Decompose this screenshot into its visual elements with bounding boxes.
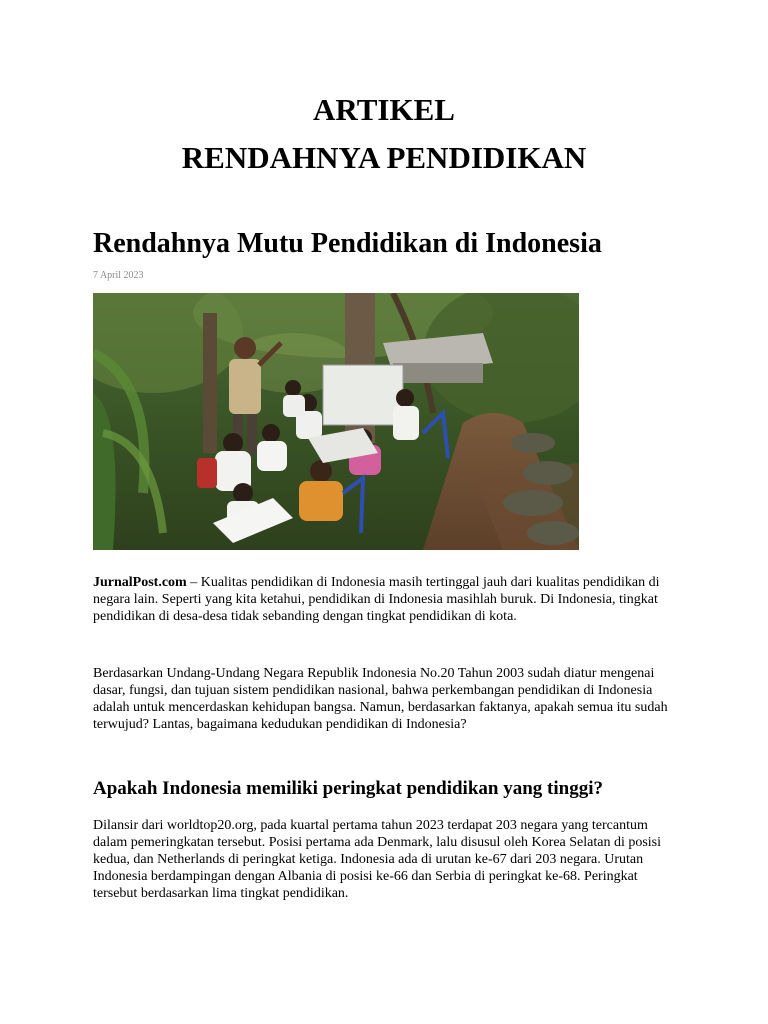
article-date: 7 April 2023: [93, 270, 144, 281]
outdoor-classroom-photo: [93, 293, 579, 550]
article-heading: Rendahnya Mutu Pendidikan di Indonesia: [93, 228, 602, 259]
paragraph-ranking: Dilansir dari worldtop20.org, pada kuartal pertama tahun 2023 terdapat 203 negara yang tercantum dalam pemeringkatan tersebut. Posisi pertama ada Denmark, lalu disusul oleh Korea Selatan di posisi kedua, dan Netherlands di peringkat ketiga. Indonesia ada di urutan ke-67 dari 203 negara. Urutan Indonesia berdampingan dengan Albania di posisi ke-66 dan Serbia di peringkat ke-68. Peringkat tersebut berdasarkan lima tingkat pendidikan.: [93, 818, 662, 901]
document-title-line1: ARTIKEL: [313, 92, 455, 127]
document-title-line2: RENDAHNYA PENDIDIKAN: [181, 140, 587, 175]
paragraph-intro-text: – Kualitas pendidikan di Indonesia masih tertinggal jauh dari kualitas pendidikan di negara lain. Seperti yang kita ketahui, pendidikan di Indonesia masihlah buruk. Di Indonesia, tingkat pendidikan di desa-desa tidak sebanding dengan tingkat pendidikan di kota.: [93, 575, 660, 624]
source-name: JurnalPost.com: [93, 575, 187, 590]
paragraph-intro: [93, 574, 683, 625]
document-title: [0, 86, 768, 182]
section-subheading: Apakah Indonesia memiliki peringkat pendidikan yang tinggi?: [93, 778, 603, 799]
paragraph-law: Berdasarkan Undang-Undang Negara Republik Indonesia No.20 Tahun 2003 sudah diatur mengenai dasar, fungsi, dan tujuan sistem pendidikan nasional, bahwa perkembangan pendidikan di Indonesia adalah untuk mencerdaskan kehidupan bangsa. Namun, berdasarkan faktanya, apakah semua itu sudah terwujud? Lantas, bagaimana kedudukan pendidikan di Indonesia?: [93, 666, 668, 732]
